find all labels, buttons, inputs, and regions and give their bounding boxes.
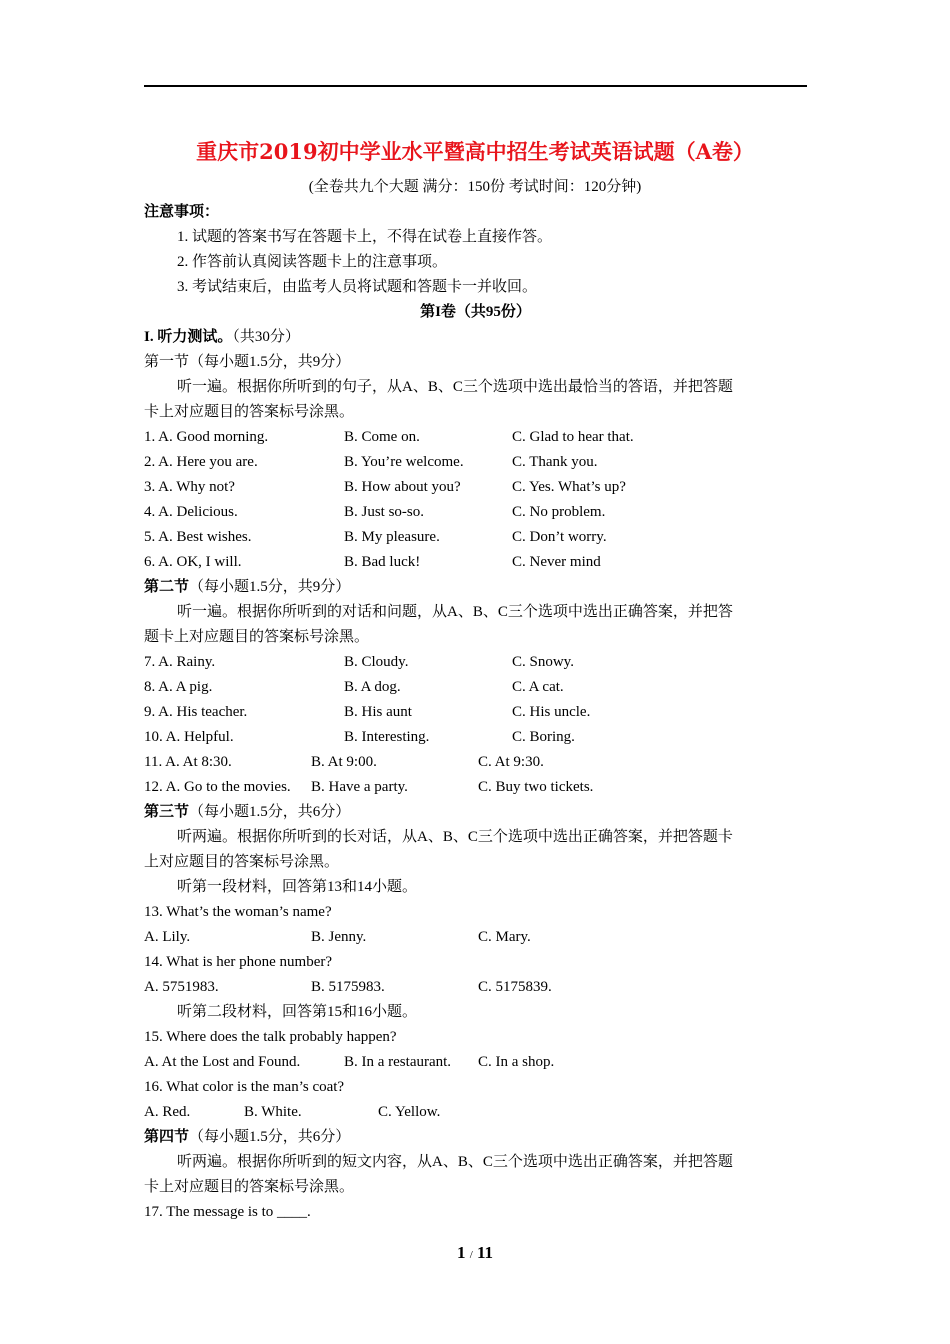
option-c: C. Yes. What’s up? (512, 479, 626, 495)
sub2-heading-label: 第二节 (144, 579, 190, 595)
sub3-heading-label: 第三节 (144, 804, 190, 820)
question-15: 15. Where does the talk probably happen? (144, 1029, 397, 1045)
question-row (144, 775, 807, 800)
option-c: C. A cat. (512, 679, 564, 695)
question-row (144, 650, 807, 675)
notice-item-3: 3. 考试结束后，由监考人员将试题和答题卡一并收回。 (177, 279, 538, 295)
sub1-heading: 第一节（每小题1.5分，共9分） (144, 354, 351, 370)
sub3-instruction-line-1: 听两遍。根据你所听到的长对话，从A、B、C三个选项中选出正确答案，并把答题卡 (177, 829, 733, 845)
option-a: 2. A. Here you are. (144, 454, 258, 470)
option-a: 9. A. His teacher. (144, 704, 248, 720)
sub4-heading-note: （每小题1.5分，共6分） (189, 1129, 351, 1145)
section-heading-note: （共30分） (232, 329, 300, 345)
option-b: B. His aunt (344, 704, 412, 720)
option-c: C. Snowy. (512, 654, 574, 670)
notice-item-2: 2. 作答前认真阅读答题卡上的注意事项。 (177, 254, 448, 270)
question-row (144, 725, 807, 750)
option-c: C. No problem. (512, 504, 606, 520)
sub1-instruction-line-2: 卡上对应题目的答案标号涂黑。 (144, 404, 355, 420)
option-a: 1. A. Good morning. (144, 429, 269, 445)
page-content (144, 200, 807, 1225)
question-row (144, 550, 807, 575)
question-row (144, 675, 807, 700)
exam-title: 重庆市2019初中学业水平暨高中招生考试英语试题（A卷） (196, 139, 754, 164)
question-row (144, 700, 807, 725)
option-c: C. Thank you. (512, 454, 598, 470)
option-a: 7. A. Rainy. (144, 654, 216, 670)
option-b: B. A dog. (344, 679, 401, 695)
question-row (144, 1050, 807, 1075)
option-a: 6. A. OK, I will. (144, 554, 242, 570)
option-c: C. In a shop. (478, 1054, 555, 1070)
option-c: C. 5175839. (478, 979, 552, 995)
option-a: A. Lily. (144, 929, 191, 945)
option-a: A. At the Lost and Found. (144, 1054, 301, 1070)
option-a: 4. A. Delicious. (144, 504, 238, 520)
option-c: C. Never mind (512, 554, 601, 570)
page-separator: / (469, 1249, 473, 1261)
question-14: 14. What is her phone number? (144, 954, 333, 970)
question-row (144, 475, 807, 500)
option-c: C. Don’t worry. (512, 529, 607, 545)
option-a: 5. A. Best wishes. (144, 529, 252, 545)
question-row (144, 425, 807, 450)
option-c: C. His uncle. (512, 704, 591, 720)
option-c: C. Boring. (512, 729, 575, 745)
option-a: 8. A. A pig. (144, 679, 213, 695)
question-row (144, 975, 807, 1000)
material-2-note: 听第二段材料，回答第15和16小题。 (177, 1004, 418, 1020)
sub4-instruction-line-1: 听两遍。根据你所听到的短文内容，从A、B、C三个选项中选出正确答案，并把答题 (177, 1154, 733, 1170)
sub1-instruction-line-1: 听一遍。根据你所听到的句子，从A、B、C三个选项中选出最恰当的答语，并把答题 (177, 379, 733, 395)
sub4-instruction-line-2: 卡上对应题目的答案标号涂黑。 (144, 1179, 355, 1195)
sub4-heading-label: 第四节 (144, 1129, 190, 1145)
question-row (144, 1100, 807, 1125)
question-row (144, 750, 807, 775)
option-b: B. Jenny. (311, 929, 367, 945)
option-a: A. Red. (144, 1104, 191, 1120)
page-total: 11 (477, 1243, 494, 1262)
option-a: 3. A. Why not? (144, 479, 235, 495)
notice-item-1: 1. 试题的答案书写在答题卡上，不得在试卷上直接作答。 (177, 229, 553, 245)
sub2-heading-note: （每小题1.5分，共9分） (189, 579, 351, 595)
option-a: 10. A. Helpful. (144, 729, 234, 745)
option-c: C. Mary. (478, 929, 531, 945)
option-c: C. Buy two tickets. (478, 779, 594, 795)
section-heading (144, 325, 807, 350)
question-row (144, 450, 807, 475)
question-13: 13. What’s the woman’s name? (144, 904, 332, 920)
sub2-heading (144, 575, 807, 600)
part-title: 第I卷（共95份） (420, 304, 531, 320)
sub3-heading-note: （每小题1.5分，共6分） (189, 804, 351, 820)
option-a: 12. A. Go to the movies. (144, 779, 291, 795)
option-b: B. White. (244, 1104, 302, 1120)
option-b: B. Cloudy. (344, 654, 409, 670)
material-1-note: 听第一段材料，回答第13和14小题。 (177, 879, 418, 895)
sub3-instruction-line-2: 上对应题目的答案标号涂黑。 (144, 854, 340, 870)
option-b: B. Interesting. (344, 729, 430, 745)
sub4-heading (144, 1125, 807, 1150)
question-17: 17. The message is to ____. (144, 1204, 311, 1220)
option-c: C. At 9:30. (478, 754, 544, 770)
option-b: B. You’re welcome. (344, 454, 464, 470)
option-b: B. In a restaurant. (344, 1054, 452, 1070)
section-heading-label: I. 听力测试。 (144, 329, 233, 345)
exam-subtitle: (全卷共九个大题 满分：150份 考试时间：120分钟) (308, 179, 642, 195)
option-b: B. 5175983. (311, 979, 385, 995)
option-a: 11. A. At 8:30. (144, 754, 232, 770)
page-number (0, 1241, 950, 1267)
question-row (144, 925, 807, 950)
option-a: A. 5751983. (144, 979, 219, 995)
option-c: C. Yellow. (378, 1104, 441, 1120)
option-b: B. How about you? (344, 479, 461, 495)
question-16: 16. What color is the man’s coat? (144, 1079, 345, 1095)
option-b: B. Come on. (344, 429, 420, 445)
option-b: B. At 9:00. (311, 754, 377, 770)
sub2-instruction-line-2: 题卡上对应题目的答案标号涂黑。 (144, 629, 370, 645)
header-rule (144, 85, 807, 87)
option-b: B. My pleasure. (344, 529, 440, 545)
question-row (144, 500, 807, 525)
sub2-instruction-line-1: 听一遍。根据你所听到的对话和问题，从A、B、C三个选项中选出正确答案，并把答 (177, 604, 733, 620)
option-b: B. Bad luck! (344, 554, 421, 570)
option-b: B. Have a party. (311, 779, 408, 795)
page-current: 1 (456, 1243, 466, 1262)
sub3-heading (144, 800, 807, 825)
option-b: B. Just so-so. (344, 504, 425, 520)
notice-heading: 注意事项： (144, 204, 220, 220)
question-row (144, 525, 807, 550)
option-c: C. Glad to hear that. (512, 429, 634, 445)
